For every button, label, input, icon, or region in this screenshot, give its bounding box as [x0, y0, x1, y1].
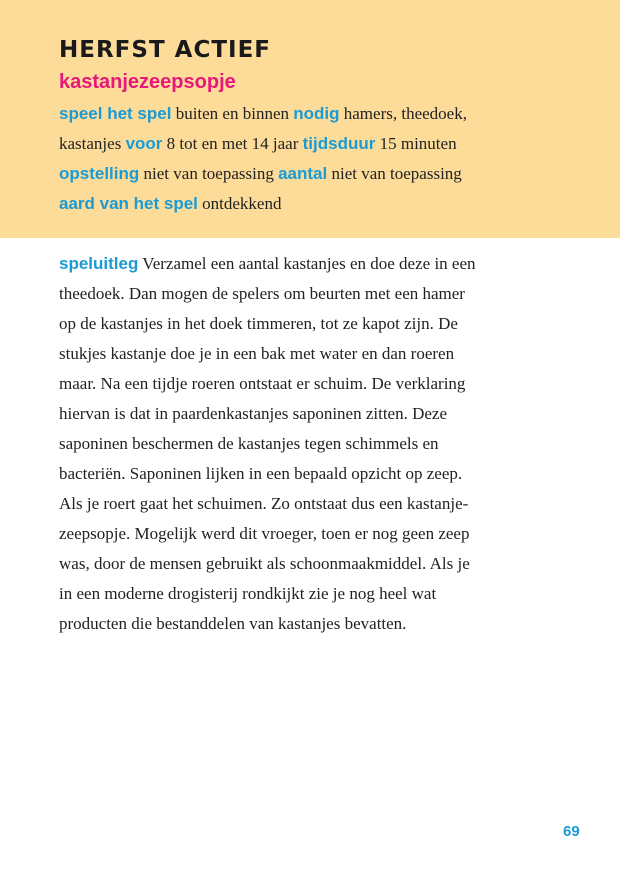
page-number: 69: [563, 823, 580, 840]
aantal-value: niet van toepassing: [327, 164, 462, 183]
meta-line-2: [59, 129, 569, 159]
header-panel: [0, 0, 620, 238]
meta-line-1: [59, 99, 569, 129]
section-title: HERFST ACTIEF: [59, 37, 271, 63]
nodig-label: nodig: [293, 104, 340, 123]
body-line: saponinen beschermen de kastanjes tegen schimmels en: [59, 434, 439, 453]
body-line: stukjes kastanje doe je in een bak met water en dan roeren: [59, 344, 455, 363]
speluitleg-label: speluitleg: [59, 254, 139, 273]
body-line: was, door de mensen gebruikt als schoonmaakmiddel. Als je: [59, 554, 470, 573]
body-line: Als je roert gaat het schuimen. Zo ontstaat dus een kastanje-: [59, 494, 469, 513]
meta-line-4: [59, 189, 569, 219]
body-line: theedoek. Dan mogen de spelers om beurten met een hamer: [59, 284, 465, 303]
game-title: kastanjezeepsopje: [59, 71, 236, 93]
aard-label: aard van het spel: [59, 194, 198, 213]
body-line: maar. Na een tijdje roeren ontstaat er schuim. De verklaring: [59, 374, 466, 393]
body-line: [59, 249, 569, 279]
explanation-text: [59, 249, 569, 639]
body-line: zeepsopje. Mogelijk werd dit vroeger, toen er nog geen zeep: [59, 524, 470, 543]
body-line-text: Verzamel een aantal kastanjes en doe deze in een: [138, 254, 476, 273]
opstelling-value: niet van toepassing: [139, 164, 279, 183]
body-line: hiervan is dat in paardenkastanjes saponinen zitten. Deze: [59, 404, 448, 423]
body-line: producten die bestanddelen van kastanjes bevatten.: [59, 614, 407, 633]
speel-value: buiten en binnen: [171, 104, 294, 123]
speel-label: speel het spel: [59, 104, 172, 123]
voor-value: 8 tot en met 14 jaar: [162, 134, 303, 153]
opstelling-label: opstelling: [59, 164, 140, 183]
tijdsduur-value: 15 minuten: [375, 134, 457, 153]
aantal-label: aantal: [278, 164, 328, 183]
game-meta: [59, 99, 569, 219]
tijdsduur-label: tijdsduur: [302, 134, 376, 153]
body-line: bacteriën. Saponinen lijken in een bepaald opzicht op zeep.: [59, 464, 463, 483]
voor-label: voor: [125, 134, 163, 153]
body-line: in een moderne drogisterij rondkijkt zie je nog heel wat: [59, 584, 437, 603]
body-line: op de kastanjes in het doek timmeren, tot ze kapot zijn. De: [59, 314, 458, 333]
aard-value: ontdekkend: [197, 194, 282, 213]
nodig-value: hamers, theedoek,: [339, 104, 467, 123]
nodig-value-cont: kastanjes: [59, 134, 126, 153]
meta-line-3: [59, 159, 569, 189]
